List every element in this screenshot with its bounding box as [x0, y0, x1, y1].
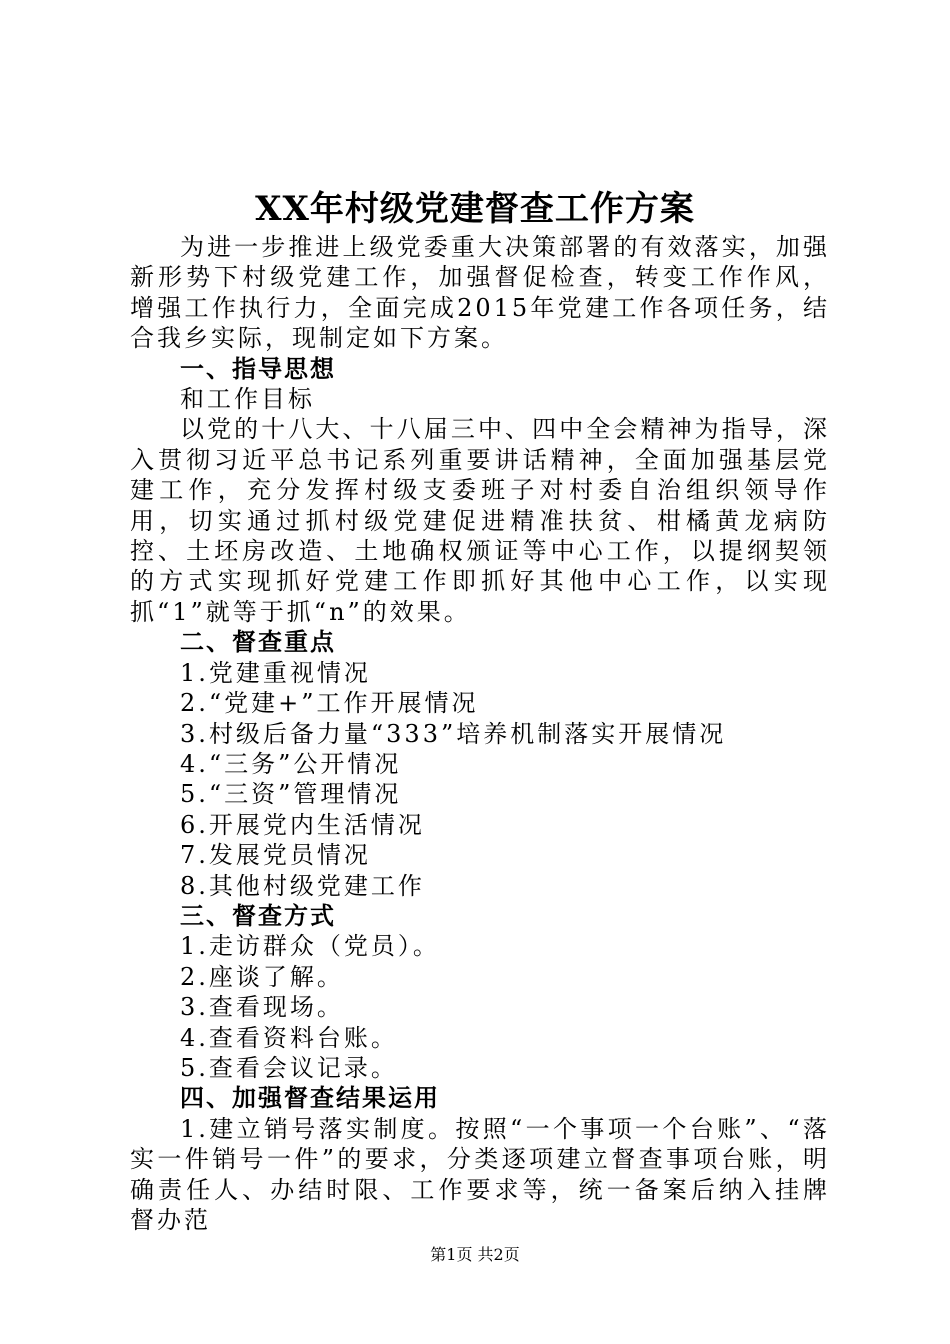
- section-4-paragraph: 1.建立销号落实制度。按照“一个事项一个台账”、“落实一件销号一件”的要求，分类逐项建立督查事项台账，明确责任人、办结时限、工作要求等，统一备案后纳入挂牌督办范: [130, 1114, 830, 1234]
- list-item: 6.开展党内生活情况: [180, 810, 425, 839]
- document-body: [130, 232, 830, 1235]
- list-item: 3.查看现场。: [180, 993, 344, 1022]
- section-1-heading: 一、指导思想: [180, 354, 336, 383]
- page-footer: 第1页 共2页: [430, 1245, 520, 1264]
- section-1-subheading: 和工作目标: [180, 385, 315, 414]
- list-item: 2.“党建+”工作开展情况: [180, 689, 479, 718]
- list-item: 5.“三资”管理情况: [180, 780, 402, 809]
- list-item: 2.座谈了解。: [180, 962, 344, 991]
- section-4-heading: 四、加强督查结果运用: [180, 1084, 440, 1113]
- section-1-paragraph: 以党的十八大、十八届三中、四中全会精神为指导，深入贯彻习近平总书记系列重要讲话精神，全面加强基层党建工作，充分发挥村级支委班子对村委自治组织领导作用，切实通过抓村级党建促进精准扶贫、柑橘黄龙病防控、土坯房改造、土地确权颁证等中心工作，以提纲契领的方式实现抓好党建工作即抓好其他中心工作，以实现抓“1”就等于抓“n”的效果。: [130, 415, 830, 626]
- list-item: 1.党建重视情况: [180, 658, 371, 687]
- intro-paragraph: 为进一步推进上级党委重大决策部署的有效落实，加强新形势下村级党建工作，加强督促检查，转变工作作风，增强工作执行力，全面完成2015年党建工作各项任务，结合我乡实际，现制定如下方案。: [130, 233, 830, 353]
- list-item: 3.村级后备力量“333”培养机制落实开展情况: [180, 719, 727, 748]
- list-item: 7.发展党员情况: [180, 841, 371, 870]
- list-item: 5.查看会议记录。: [180, 1053, 398, 1082]
- list-item: 8.其他村级党建工作: [180, 871, 425, 900]
- list-item: 1.走访群众（党员）。: [180, 932, 440, 961]
- list-item: 4.“三务”公开情况: [180, 749, 402, 778]
- document-title: XX年村级党建督查工作方案: [255, 189, 695, 229]
- section-2-heading: 二、督查重点: [180, 628, 336, 657]
- section-3-heading: 三、督查方式: [180, 901, 336, 930]
- list-item: 4.查看资料台账。: [180, 1023, 398, 1052]
